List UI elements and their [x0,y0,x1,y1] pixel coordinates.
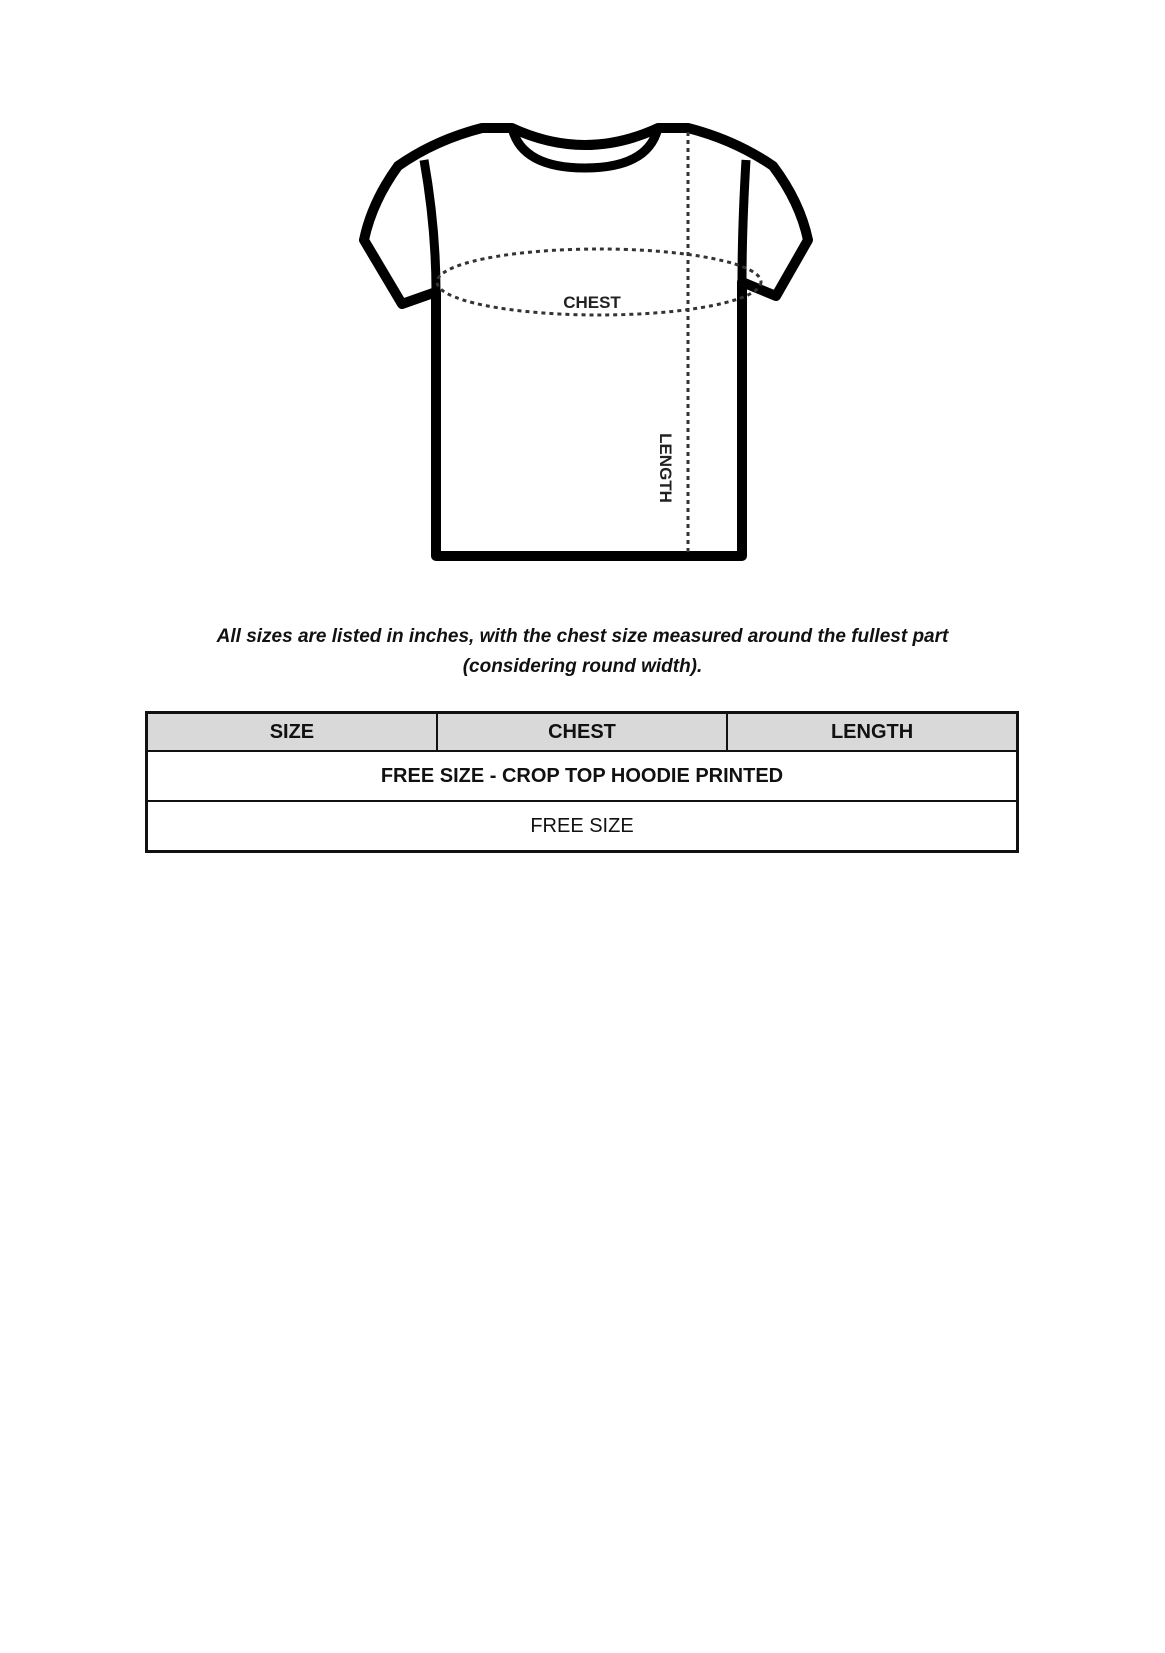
product-title-cell: FREE SIZE - CROP TOP HOODIE PRINTED [147,751,1018,801]
right-sleeve-seam [742,160,746,282]
tshirt-measurement-diagram [350,118,820,570]
note-line-2: (considering round width). [462,656,703,677]
header-chest: CHEST [437,713,727,752]
size-value-cell: FREE SIZE [147,801,1018,852]
table-header-row [147,713,1018,752]
tshirt-icon [350,118,820,570]
length-label: LENGTH [656,433,675,503]
header-length: LENGTH [727,713,1017,752]
header-size: SIZE [147,713,437,752]
table-row [147,801,1018,852]
note-line-1: All sizes are listed in inches, with the chest size measured around the fullest part [216,626,949,647]
table-row [147,751,1018,801]
size-chart-table [145,711,1019,853]
measurement-note [180,622,985,682]
chest-label: CHEST [563,293,621,312]
